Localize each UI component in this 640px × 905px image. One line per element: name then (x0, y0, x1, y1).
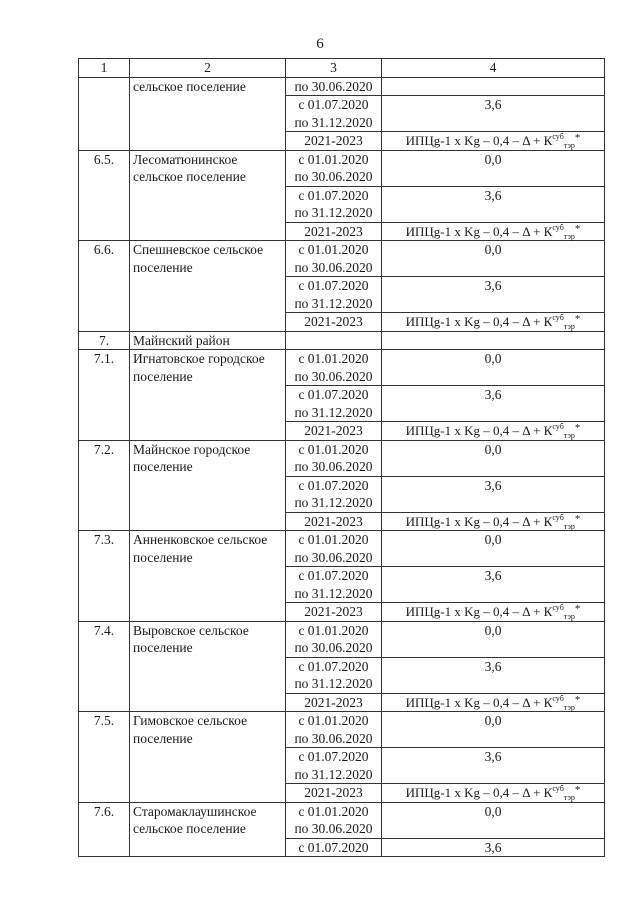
row-name: Майнское городское поселение (130, 440, 286, 531)
period-end: по 31.12.2020 (294, 404, 373, 420)
table-row (79, 621, 605, 657)
formula-subscript: тэр (563, 702, 575, 712)
value-cell: 3,6 (382, 186, 605, 222)
table-row (79, 531, 605, 567)
table-row (79, 712, 605, 748)
formula-superscript: суб (552, 222, 564, 232)
formula-cell (382, 512, 605, 531)
period-start: с 01.07.2020 (298, 749, 369, 764)
formula-main: ИПЦg-1 x Kg – 0,4 – Δ + К (405, 785, 553, 800)
row-name: Анненковское сельское поселение (130, 531, 286, 622)
period-cell: 2021-2023 (286, 132, 382, 151)
formula-asterisk: * (574, 132, 581, 144)
value-cell: 3,6 (382, 567, 605, 603)
period-start: с 01.07.2020 (298, 658, 369, 674)
table-row (79, 150, 605, 186)
value-cell: 0,0 (382, 241, 605, 277)
row-number: 7.1. (79, 350, 130, 441)
period-end: по 30.06.2020 (294, 459, 373, 474)
value-cell: 0,0 (382, 712, 605, 748)
period-end: по 30.06.2020 (294, 368, 373, 384)
row-number: 7.3. (79, 531, 130, 622)
formula-asterisk: * (574, 693, 581, 706)
header-col-4: 4 (382, 59, 605, 78)
period-cell (286, 277, 382, 313)
row-name: Игнатовское городское поселение (130, 350, 286, 441)
table-row (79, 77, 605, 96)
period-cell: по 30.06.2020 (286, 77, 382, 96)
row-name: Лесоматюнинское сельское поселение (130, 150, 286, 241)
formula-subscript: тэр (563, 521, 575, 531)
period-end: по 30.06.2020 (294, 730, 373, 746)
formula-superscript: суб (552, 422, 564, 431)
period-cell (286, 386, 382, 422)
value-cell: 0,0 (382, 440, 605, 476)
period-start: с 01.01.2020 (298, 622, 369, 638)
period-start: с 01.01.2020 (298, 242, 369, 257)
period-end: по 31.12.2020 (294, 585, 373, 601)
formula-main: ИПЦg-1 x Kg – 0,4 – Δ + К (405, 423, 553, 438)
period-cell: 2021-2023 (286, 693, 382, 712)
page-number: 6 (316, 36, 324, 52)
period-cell: 2021-2023 (286, 784, 382, 803)
period-start: с 01.07.2020 (298, 477, 369, 493)
period-start: с 01.01.2020 (298, 441, 369, 457)
formula-superscript: суб (552, 693, 564, 703)
period-start: с 01.07.2020 (298, 187, 369, 203)
period-start: с 01.07.2020 (298, 387, 369, 402)
period-start: с 01.01.2020 (298, 351, 369, 366)
period-cell (286, 531, 382, 567)
period-end: по 30.06.2020 (294, 640, 373, 655)
period-start: с 01.01.2020 (298, 803, 369, 819)
header-col-2: 2 (130, 59, 286, 78)
period-cell: 2021-2023 (286, 603, 382, 622)
period-cell (286, 96, 382, 132)
value-cell: 3,6 (382, 838, 605, 857)
period-start: с 01.01.2020 (298, 151, 369, 167)
row-number (79, 77, 130, 150)
period-end: по 30.06.2020 (294, 169, 373, 184)
row-name: Спешневское сельское поселение (130, 241, 286, 332)
row-number: 7.6. (79, 802, 130, 857)
table-row (79, 331, 605, 350)
formula-subscript: тэр (563, 793, 575, 802)
formula-asterisk: * (574, 222, 581, 235)
value-cell: 0,0 (382, 350, 605, 386)
formula-subscript: тэр (563, 322, 575, 331)
row-name: Майнский район (130, 331, 286, 350)
period-cell (286, 748, 382, 784)
row-number: 7.4. (79, 621, 130, 712)
value-cell: 3,6 (382, 277, 605, 313)
value-cell: 3,6 (382, 476, 605, 512)
formula-cell (382, 422, 605, 441)
period-end: по 30.06.2020 (294, 259, 373, 275)
formula-cell (382, 313, 605, 332)
value-cell: 3,6 (382, 96, 605, 132)
formula-main: ИПЦg-1 x Kg – 0,4 – Δ + К (405, 513, 553, 529)
period-cell (286, 350, 382, 386)
period-cell: 2021-2023 (286, 422, 382, 441)
period-cell (286, 150, 382, 186)
table-row (79, 802, 605, 838)
formula-main: ИПЦg-1 x Kg – 0,4 – Δ + К (405, 133, 553, 148)
period-end: по 31.12.2020 (294, 495, 373, 510)
row-name: Старомаклаушинское сельское поселение (130, 802, 286, 857)
row-number: 7.2. (79, 440, 130, 531)
period-end: по 31.12.2020 (294, 295, 373, 311)
value-cell: 0,0 (382, 150, 605, 186)
formula-asterisk: * (574, 422, 581, 434)
value-cell: 0,0 (382, 621, 605, 657)
table-row (79, 350, 605, 386)
value-cell (382, 77, 605, 96)
period-cell (286, 331, 382, 350)
period-cell: 2021-2023 (286, 222, 382, 241)
formula-superscript: суб (552, 603, 564, 612)
header-col-3: 3 (286, 59, 382, 78)
formula-subscript: тэр (563, 612, 575, 621)
period-cell: 2021-2023 (286, 313, 382, 332)
formula-cell (382, 603, 605, 622)
period-end: по 31.12.2020 (294, 676, 373, 691)
period-cell (286, 476, 382, 512)
header-row (79, 59, 605, 78)
value-cell: 3,6 (382, 748, 605, 784)
formula-subscript: тэр (563, 141, 575, 150)
period-cell (286, 567, 382, 603)
period-cell (286, 657, 382, 693)
formula-superscript: суб (552, 132, 564, 141)
row-number: 6.5. (79, 150, 130, 241)
period-end: по 30.06.2020 (294, 821, 373, 836)
value-cell (382, 331, 605, 350)
period-cell: 2021-2023 (286, 512, 382, 531)
row-number: 7.5. (79, 712, 130, 803)
value-cell: 0,0 (382, 802, 605, 838)
formula-asterisk: * (574, 603, 581, 615)
formula-asterisk: * (574, 313, 581, 325)
formula-main: ИПЦg-1 x Kg – 0,4 – Δ + К (405, 223, 553, 239)
row-number: 6.6. (79, 241, 130, 332)
row-name: сельское поселение (130, 77, 286, 150)
formula-superscript: суб (552, 784, 564, 793)
period-end: по 31.12.2020 (294, 114, 373, 130)
formula-main: ИПЦg-1 x Kg – 0,4 – Δ + К (405, 694, 553, 710)
formula-cell (382, 132, 605, 151)
row-name: Выровское сельское поселение (130, 621, 286, 712)
formula-asterisk: * (574, 512, 581, 525)
value-cell: 0,0 (382, 531, 605, 567)
period-cell: с 01.07.2020 (286, 838, 382, 857)
formula-superscript: суб (552, 313, 564, 322)
period-start: с 01.07.2020 (298, 278, 369, 293)
table-row (79, 440, 605, 476)
period-start: с 01.01.2020 (298, 532, 369, 547)
value-cell: 3,6 (382, 386, 605, 422)
formula-main: ИПЦg-1 x Kg – 0,4 – Δ + К (405, 604, 553, 619)
period-start: с 01.07.2020 (298, 568, 369, 583)
period-cell (286, 621, 382, 657)
formula-subscript: тэр (563, 431, 575, 440)
period-cell (286, 241, 382, 277)
row-name: Гимовское сельское поселение (130, 712, 286, 803)
formula-main: ИПЦg-1 x Kg – 0,4 – Δ + К (405, 314, 553, 329)
period-cell (286, 712, 382, 748)
formula-superscript: суб (552, 512, 564, 522)
formula-cell (382, 222, 605, 241)
formula-cell (382, 784, 605, 803)
period-end: по 31.12.2020 (294, 766, 373, 782)
table-row (79, 241, 605, 277)
period-start: с 01.01.2020 (298, 713, 369, 728)
formula-asterisk: * (574, 784, 581, 796)
header-col-1: 1 (79, 59, 130, 78)
formula-subscript: тэр (563, 231, 575, 241)
period-cell (286, 440, 382, 476)
tariff-table (78, 58, 605, 857)
period-cell (286, 802, 382, 838)
period-start: с 01.07.2020 (298, 97, 369, 112)
row-number: 7. (79, 331, 130, 350)
period-end: по 30.06.2020 (294, 549, 373, 565)
period-end: по 31.12.2020 (294, 205, 373, 220)
value-cell: 3,6 (382, 657, 605, 693)
formula-cell (382, 693, 605, 712)
period-cell (286, 186, 382, 222)
